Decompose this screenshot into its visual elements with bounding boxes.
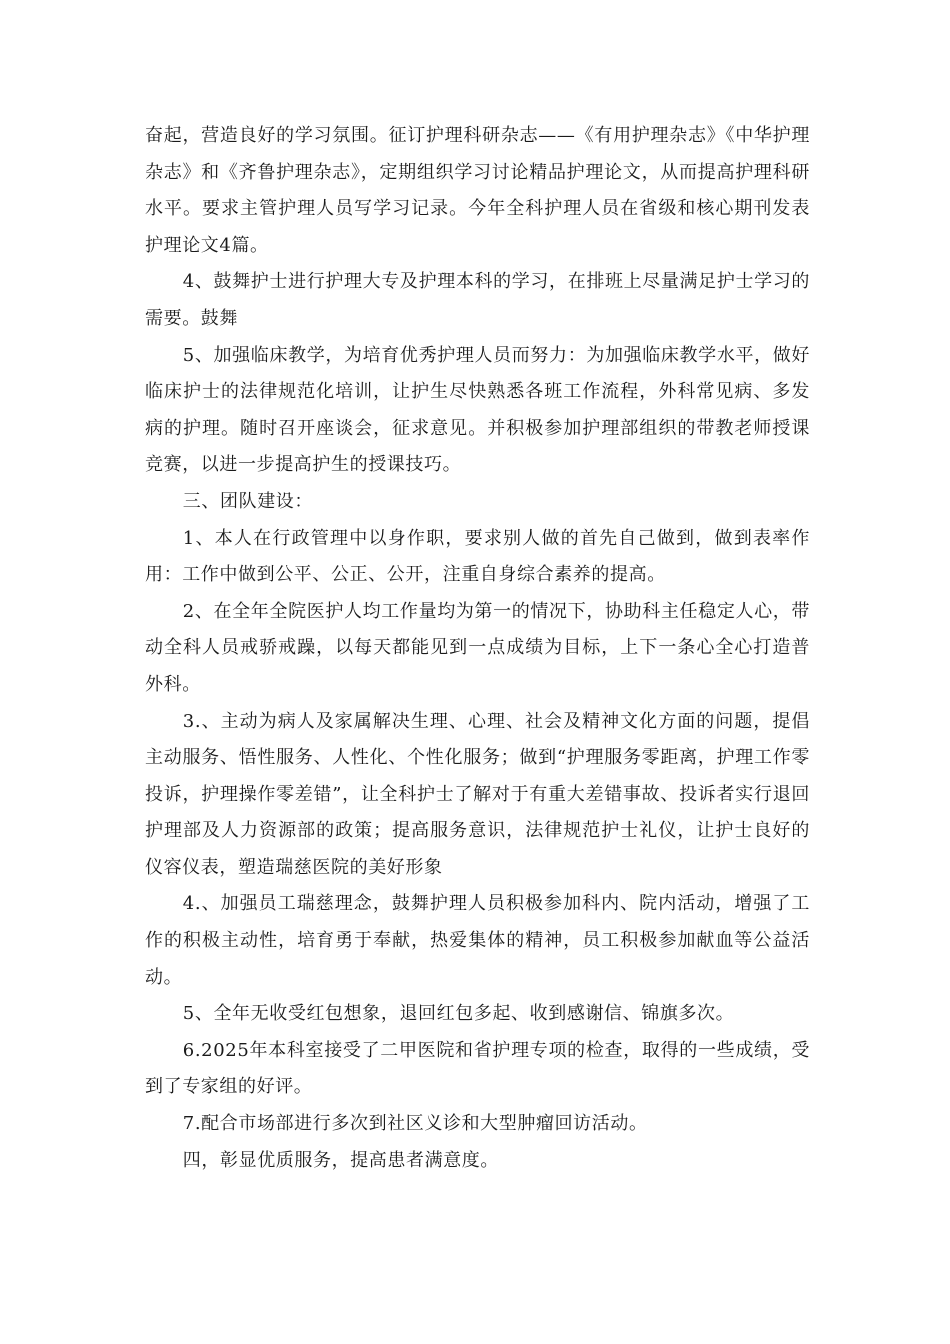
paragraph-team-item-2: 2、在全年全院医护人均工作量均为第一的情况下，协助科主任稳定人心，带动全科人员戒骄戒躁，以每天都能见到一点成绩为目标，上下一条心全心打造普外科。: [145, 600, 810, 695]
section-heading-team-building: 三、团队建设：: [182, 490, 313, 512]
paragraph-team-item-5: 5、全年无收受红包想象，退回红包多起、收到感谢信、锦旗多次。: [182, 1003, 735, 1025]
paragraph-team-item-3: 3.、主动为病人及家属解决生理、心理、社会及精神文化方面的问题，提倡主动服务、悟性服务、人性化、个性化服务；做到“护理服务零距离，护理工作零投诉，护理操作零差错”，让全科护士了解对于有重大差错事故、投诉者实行退回护理部及人力资源部的政策；提高服务意识，法律规范护士礼仪，让护士良好的仪容仪表，塑造瑞慈医院的美好形象: [145, 710, 810, 878]
paragraph-team-item-4: 4.、加强员工瑞慈理念，鼓舞护理人员积极参加科内、院内活动，增强了工作的积极主动性，培育勇于奉献，热爱集体的精神，员工积极参加献血等公益活动。: [145, 893, 810, 988]
document-body: [145, 118, 810, 1179]
paragraph-team-item-6: 6.2025年本科室接受了二甲医院和省护理专项的检查，取得的一些成绩，受到了专家组的好评。: [145, 1039, 810, 1098]
paragraph-continuation: 奋起，营造良好的学习氛围。征订护理科研杂志——《有用护理杂志》《中华护理杂志》和《齐鲁护理杂志》，定期组织学习讨论精品护理论文，从而提高护理科研水平。要求主管护理人员写学习记录。今年全科护理人员在省级和核心期刊发表护理论文4篇。: [145, 125, 810, 256]
paragraph-team-item-7: 7.配合市场部进行多次到社区义诊和大型肿瘤回访活动。: [182, 1113, 648, 1135]
paragraph-item-4-study: 4、鼓舞护士进行护理大专及护理本科的学习，在排班上尽量满足护士学习的需要。鼓舞: [145, 271, 810, 329]
paragraph-team-item-1: 1、本人在行政管理中以身作职，要求别人做的首先自己做到，做到表率作用：工作中做到公平、公正、公开，注重自身综合素养的提高。: [145, 527, 810, 586]
section-heading-quality-service: 四，彰显优质服务，提高患者满意度。: [182, 1149, 499, 1171]
paragraph-item-5-teaching: 5、加强临床教学，为培育优秀护理人员而努力：为加强临床教学水平，做好临床护士的法律规范化培训，让护生尽快熟悉各班工作流程，外科常见病、多发病的护理。随时召开座谈会，征求意见。并积极参加护理部组织的带教老师授课竞赛，以进一步提高护生的授课技巧。: [145, 344, 810, 476]
